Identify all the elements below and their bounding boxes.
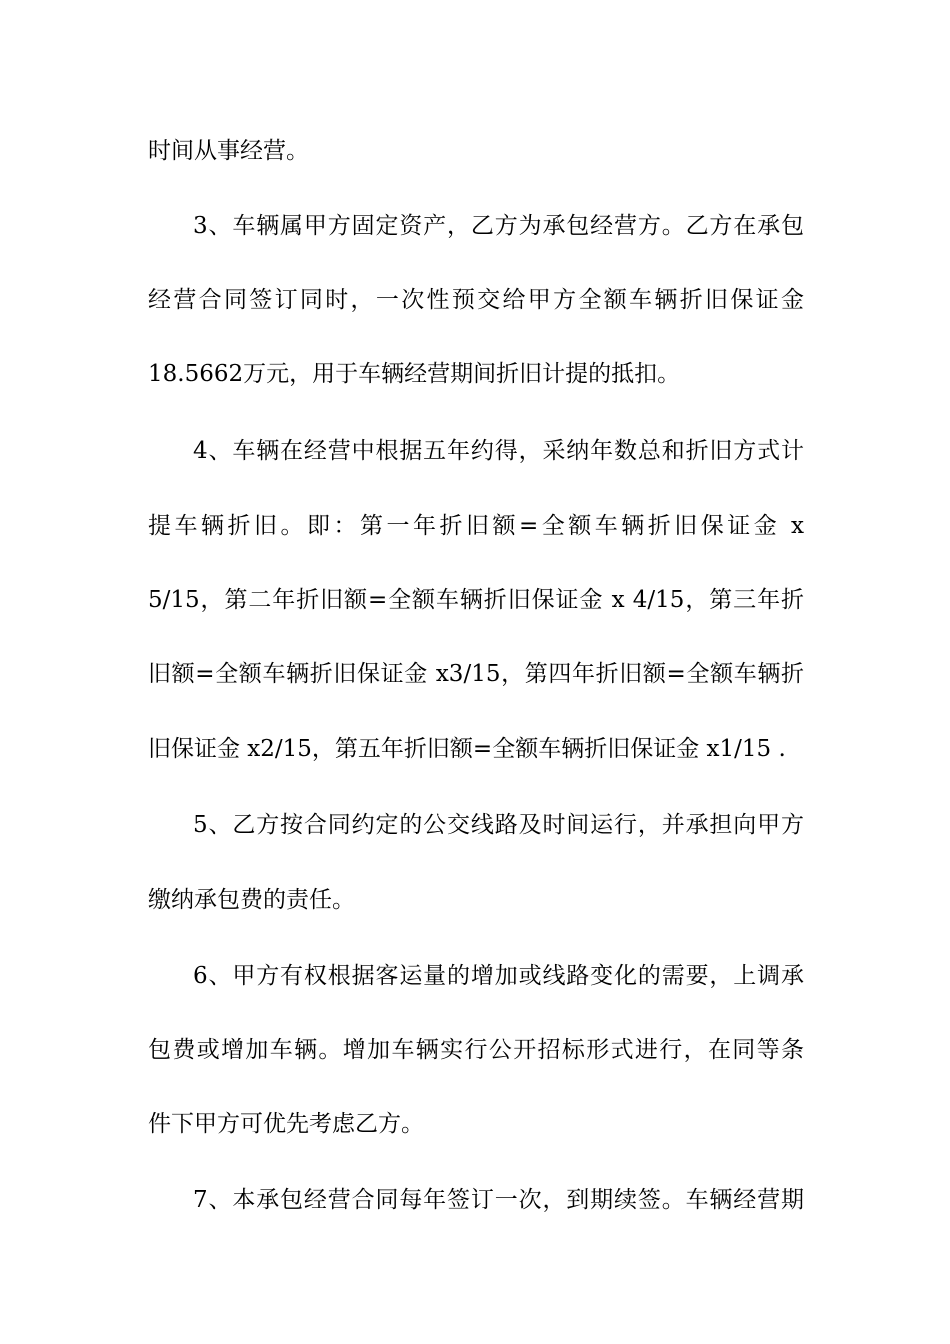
text-line-4: 18.5662万元，用于车辆经营期间折旧计提的抵扣。 <box>148 361 681 387</box>
text-line-11: 缴纳承包费的责任。 <box>148 887 355 913</box>
text-line-13: 包费或增加车辆。增加车辆实行公开招标形式进行，在同等条 <box>148 1037 804 1063</box>
text-line-10: 5、乙方按合同约定的公交线路及时间运行，并承担向甲方 <box>193 812 804 838</box>
text-line-2: 3、车辆属甲方固定资产，乙方为承包经营方。乙方在承包 <box>193 213 804 239</box>
text-line-6: 提车辆折旧。即：第一年折旧额=全额车辆折旧保证金 x <box>148 513 804 539</box>
text-line-5: 4、车辆在经营中根据五年约得，采纳年数总和折旧方式计 <box>193 438 804 464</box>
text-line-7: 5/15，第二年折旧额=全额车辆折旧保证金 x 4/15，第三年折 <box>148 587 804 613</box>
text-line-3: 经营合同签订同时，一次性预交给甲方全额车辆折旧保证金 <box>148 287 804 313</box>
text-line-1: 时间从事经营。 <box>148 138 309 164</box>
text-line-15: 7、本承包经营合同每年签订一次，到期续签。车辆经营期 <box>193 1187 804 1213</box>
text-line-9: 旧保证金 x2/15，第五年折旧额=全额车辆折旧保证金 x1/15 . <box>148 736 786 762</box>
text-line-8: 旧额=全额车辆折旧保证金 x3/15，第四年折旧额=全额车辆折 <box>148 661 804 687</box>
text-line-12: 6、甲方有权根据客运量的增加或线路变化的需要，上调承 <box>193 963 804 989</box>
text-line-14: 件下甲方可优先考虑乙方。 <box>148 1111 424 1137</box>
